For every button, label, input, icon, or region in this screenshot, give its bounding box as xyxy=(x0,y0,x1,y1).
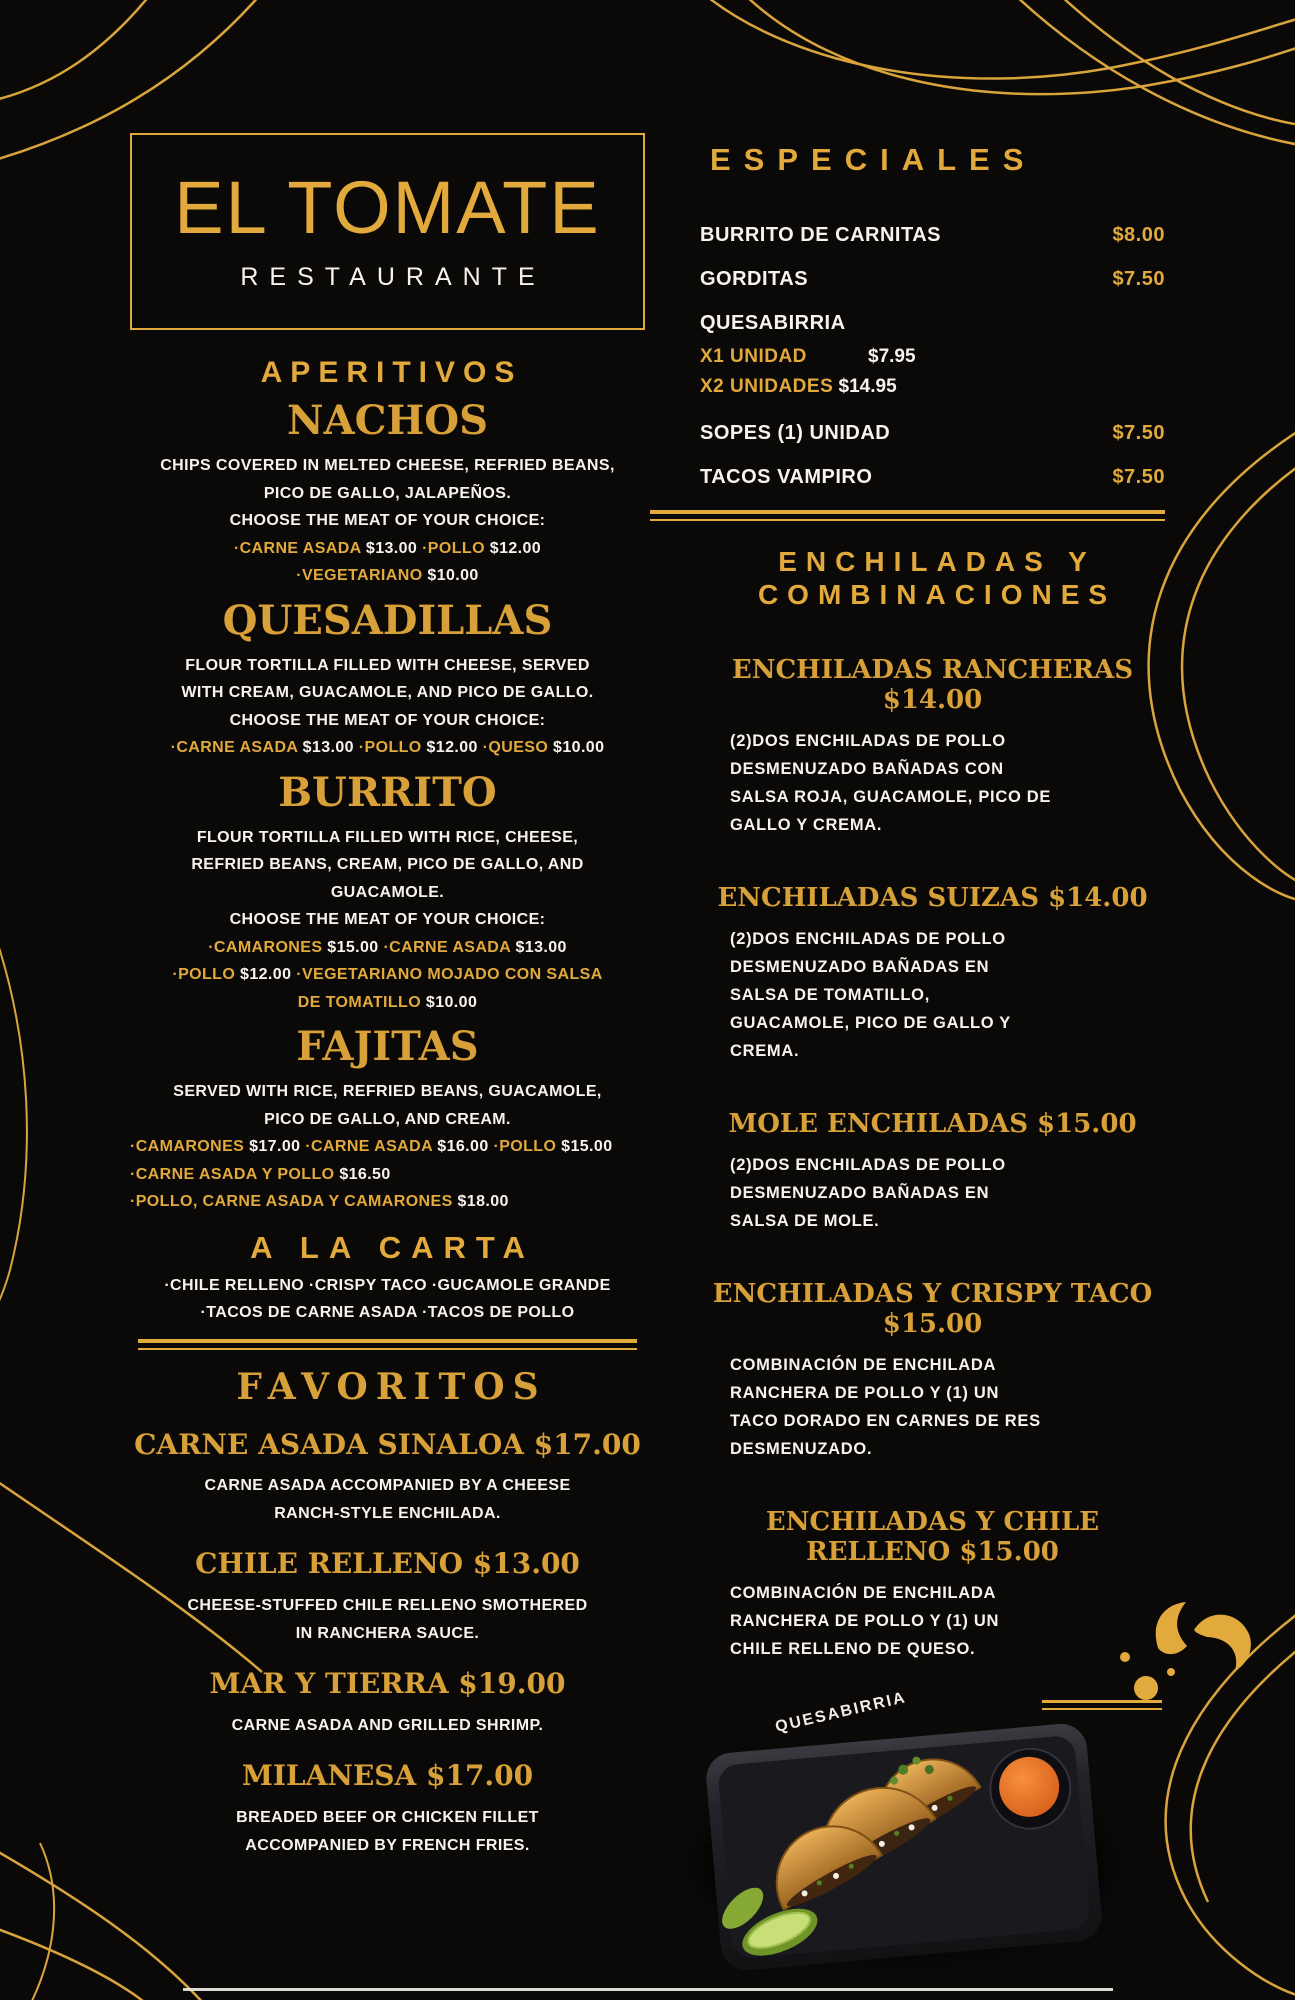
description-line: PICO DE GALLO, JALAPEÑOS. xyxy=(263,484,512,502)
description-line: CHILE RELLENO DE QUESO. xyxy=(730,1640,976,1658)
description-line: CREMA. xyxy=(730,1042,800,1060)
option-price: $16.00 xyxy=(437,1138,494,1155)
menu-item xyxy=(130,596,645,762)
dish-name: CARNE ASADA SINALOA $17.00 xyxy=(134,1427,641,1461)
option-price: $15.00 xyxy=(327,938,384,956)
description-line: REFRIED BEANS, CREAM, PICO DE GALLO, AND xyxy=(191,856,584,873)
photo-label: QUESABIRRIA xyxy=(773,1689,909,1736)
title-line: ENCHILADAS Y CHILE xyxy=(765,1507,1100,1537)
option-name: ·QUESO xyxy=(482,739,554,756)
enchiladas-section xyxy=(700,655,1165,1663)
especiales-section xyxy=(700,224,1165,489)
description-line: CHOOSE THE MEAT OF YOUR CHOICE: xyxy=(229,711,546,729)
quesabirria-option-line xyxy=(700,342,1165,372)
option-name: X2 UNIDADES xyxy=(700,376,834,397)
dish-name xyxy=(700,1279,1165,1339)
left-column xyxy=(130,133,645,1859)
option-line xyxy=(130,1188,645,1216)
option-line xyxy=(130,934,645,962)
dish-options xyxy=(130,1133,645,1216)
a-la-carta-line: ·CHILE RELLENO ·CRISPY TACO ·GUCAMOLE GRANDE xyxy=(164,1276,611,1294)
description-line: SALSA ROJA, GUACAMOLE, PICO DE xyxy=(730,788,1052,806)
description-line: IN RANCHERA SAUCE. xyxy=(295,1624,480,1642)
option-name: ·CARNE ASADA xyxy=(383,938,516,956)
a-la-carta-line: ·TACOS DE CARNE ASADA ·TACOS DE POLLO xyxy=(200,1304,575,1321)
title-line: MOLE ENCHILADAS $15.00 xyxy=(728,1109,1137,1139)
option-price: $12.00 xyxy=(240,966,297,983)
option-price: $18.00 xyxy=(457,1193,509,1210)
dish-name: MILANESA $17.00 xyxy=(241,1759,534,1793)
option-name: DE TOMATILLO xyxy=(297,993,426,1011)
dish-options xyxy=(130,535,645,590)
dish-name xyxy=(700,1507,1165,1567)
dish-description xyxy=(700,727,1165,839)
title-line: ENCHILADAS RANCHERAS xyxy=(731,655,1134,685)
title-line: ENCHILADAS SUIZAS $14.00 xyxy=(717,883,1148,913)
favoritos-heading: FAVORITOS xyxy=(236,1365,547,1408)
option-name: ·CARNE ASADA xyxy=(305,1138,438,1155)
option-line xyxy=(130,1161,645,1189)
aperitivos-heading: APERITIVOS xyxy=(260,356,523,389)
option-price: $10.00 xyxy=(553,739,605,756)
option-name: ·POLLO xyxy=(358,739,427,756)
description-line: CHIPS COVERED IN MELTED CHEESE, REFRIED BEANS, xyxy=(160,457,615,474)
quesabirria-option-line xyxy=(700,372,1165,402)
description-line: SERVED WITH RICE, REFRIED BEANS, GUACAMOLE, xyxy=(173,1083,602,1100)
especiales-row xyxy=(700,312,1165,335)
dish-description xyxy=(130,1804,645,1859)
dish-description xyxy=(700,1579,1165,1663)
option-name: ·POLLO, CARNE ASADA Y CAMARONES xyxy=(130,1193,458,1210)
option-price: $12.00 xyxy=(426,739,483,756)
enchiladas-heading-line1: ENCHILADAS Y xyxy=(778,546,1096,577)
option-name: ·CARNE ASADA xyxy=(170,739,303,756)
option-price: $7.95 xyxy=(868,346,916,367)
enchiladas-heading xyxy=(700,545,1165,611)
description-line: (2)DOS ENCHILADAS DE POLLO xyxy=(730,930,1006,948)
dish-name: GORDITAS xyxy=(700,268,809,290)
description-line: WITH CREAM, GUACAMOLE, AND PICO DE GALLO. xyxy=(181,684,594,701)
dish-name: SOPES (1) UNIDAD xyxy=(700,422,891,444)
dish-description xyxy=(700,1351,1165,1463)
description-line: DESMENUZADO. xyxy=(730,1440,873,1458)
dish-name: BURRITO xyxy=(278,768,497,816)
bottom-divider xyxy=(183,1988,1113,1991)
description-line: ACCOMPANIED BY FRENCH FRIES. xyxy=(245,1836,530,1854)
option-price: $15.00 xyxy=(561,1138,613,1155)
especiales-row xyxy=(700,224,1165,247)
option-line xyxy=(130,989,645,1017)
especiales-separator xyxy=(650,510,1165,521)
title-line: ENCHILADAS Y CRISPY TACO xyxy=(712,1279,1153,1309)
description-line: DESMENUZADO BAÑADAS EN xyxy=(730,958,990,976)
description-line: RANCHERA DE POLLO Y (1) UN xyxy=(730,1612,1000,1630)
menu-item xyxy=(130,1023,645,1216)
description-line: GUACAMOLE. xyxy=(330,883,445,901)
option-price: $13.00 xyxy=(302,739,359,756)
dish-name: QUESABIRRIA xyxy=(700,312,846,334)
description-line: GUACAMOLE, PICO DE GALLO Y xyxy=(730,1014,1011,1032)
dish-description xyxy=(130,1712,645,1740)
dish-description xyxy=(130,824,645,934)
dish-price: $7.50 xyxy=(1112,466,1165,488)
dish-description xyxy=(130,1078,645,1133)
option-name: ·VEGETARIANO MOJADO CON SALSA xyxy=(296,966,603,983)
option-price: $14.95 xyxy=(833,376,897,397)
option-name: ·VEGETARIANO xyxy=(296,567,428,584)
a-la-carta-heading: A LA CARTA xyxy=(250,1229,535,1265)
menu-item xyxy=(130,397,645,590)
enchiladas-item xyxy=(700,1507,1165,1663)
description-line: FLOUR TORTILLA FILLED WITH RICE, CHEESE, xyxy=(196,828,579,846)
dish-name xyxy=(700,1109,1165,1139)
option-price: $10.00 xyxy=(425,993,478,1011)
description-line: COMBINACIÓN DE ENCHILADA xyxy=(730,1356,997,1374)
description-line: RANCH-STYLE ENCHILADA. xyxy=(274,1504,501,1522)
quesabirria-photo xyxy=(678,1688,1130,1988)
especiales-row xyxy=(700,268,1165,291)
favoritos-section xyxy=(130,1427,645,1860)
a-la-carta-section xyxy=(130,1272,645,1327)
description-line: SALSA DE TOMATILLO, xyxy=(730,986,930,1004)
menu-item xyxy=(130,768,645,1017)
dish-options xyxy=(130,734,645,762)
option-line xyxy=(130,734,645,762)
option-name: ·POLLO xyxy=(493,1138,562,1155)
dish-description xyxy=(700,1151,1165,1235)
dish-description xyxy=(700,925,1165,1065)
right-column xyxy=(700,142,1165,1663)
description-line: DESMENUZADO BAÑADAS CON xyxy=(730,760,1004,778)
option-line xyxy=(130,961,645,989)
dish-price: $7.50 xyxy=(1112,422,1165,444)
dish-name: CHILE RELLENO $13.00 xyxy=(195,1547,580,1581)
option-price: $10.00 xyxy=(427,567,479,584)
dish-price: $8.00 xyxy=(1112,224,1165,246)
favoritos-item xyxy=(130,1761,645,1859)
dish-description xyxy=(130,452,645,535)
dish-name xyxy=(700,883,1165,913)
description-line: SALSA DE MOLE. xyxy=(730,1212,880,1230)
description-line: RANCHERA DE POLLO Y (1) UN xyxy=(730,1384,1000,1402)
enchiladas-item xyxy=(700,1279,1165,1463)
option-name: ·CARNE ASADA Y POLLO xyxy=(130,1165,340,1183)
option-name: X1 UNIDAD xyxy=(700,346,807,367)
food-photo-illustration xyxy=(678,1688,1130,1988)
dish-name: MAR Y TIERRA $19.00 xyxy=(209,1667,566,1701)
option-name: ·CARNE ASADA xyxy=(233,539,366,557)
title-line: $15.00 xyxy=(882,1309,983,1339)
description-line: PICO DE GALLO, AND CREAM. xyxy=(264,1110,511,1128)
description-line: CHOOSE THE MEAT OF YOUR CHOICE: xyxy=(229,512,546,529)
description-line: CHOOSE THE MEAT OF YOUR CHOICE: xyxy=(229,911,546,928)
title-line: $14.00 xyxy=(882,685,983,715)
description-line: CARNE ASADA ACCOMPANIED BY A CHEESE xyxy=(204,1477,571,1495)
description-line: (2)DOS ENCHILADAS DE POLLO xyxy=(730,732,1006,750)
title-line: RELLENO $15.00 xyxy=(806,1537,1059,1567)
favoritos-item xyxy=(130,1549,645,1647)
dish-description xyxy=(130,652,645,735)
enchiladas-item xyxy=(700,1109,1165,1235)
quesabirria-options xyxy=(700,342,1165,402)
option-price: $13.00 xyxy=(365,539,423,557)
dish-name: NACHOS xyxy=(287,397,488,444)
description-line: TACO DORADO EN CARNES DE RES xyxy=(730,1412,1041,1430)
option-line xyxy=(130,535,645,563)
enchiladas-item xyxy=(700,883,1165,1065)
favoritos-item xyxy=(130,1669,645,1739)
option-name: ·POLLO xyxy=(422,539,490,557)
dish-options xyxy=(130,934,645,1017)
dish-name: TACOS VAMPIRO xyxy=(700,466,873,488)
dish-name: BURRITO DE CARNITAS xyxy=(700,224,941,246)
dish-name: FAJITAS xyxy=(296,1023,479,1070)
especiales-row xyxy=(700,422,1165,445)
especiales-row xyxy=(700,466,1165,489)
option-price: $12.00 xyxy=(489,539,542,557)
dish-name xyxy=(700,655,1165,715)
description-line: FLOUR TORTILLA FILLED WITH CHEESE, SERVED xyxy=(185,656,590,674)
description-line: DESMENUZADO BAÑADAS EN xyxy=(730,1184,990,1202)
description-line: COMBINACIÓN DE ENCHILADA xyxy=(730,1584,997,1602)
dish-description xyxy=(130,1472,645,1527)
enchiladas-heading-line2: COMBINACIONES xyxy=(757,579,1117,610)
description-line: GALLO Y CREMA. xyxy=(730,816,883,834)
description-line: BREADED BEEF OR CHICKEN FILLET xyxy=(236,1809,539,1827)
option-name: ·CAMARONES xyxy=(130,1138,250,1155)
description-line: CHEESE-STUFFED CHILE RELLENO SMOTHERED xyxy=(187,1597,588,1615)
aperitivos-section xyxy=(130,397,645,1216)
restaurant-name: EL TOMATE xyxy=(174,166,601,249)
dish-name: QUESADILLAS xyxy=(222,596,553,644)
dish-description xyxy=(130,1592,645,1647)
option-name: ·CAMARONES xyxy=(208,938,328,956)
favoritos-item xyxy=(130,1427,645,1528)
option-price: $17.00 xyxy=(249,1138,306,1155)
option-name: ·POLLO xyxy=(172,966,241,983)
option-price: $13.00 xyxy=(515,938,567,956)
splash-icon xyxy=(1108,1600,1258,1765)
enchiladas-item xyxy=(700,655,1165,839)
description-line: (2)DOS ENCHILADAS DE POLLO xyxy=(730,1156,1006,1174)
description-line: CARNE ASADA AND GRILLED SHRIMP. xyxy=(231,1716,544,1734)
restaurant-logo xyxy=(130,133,645,330)
option-line xyxy=(130,562,645,590)
dish-price: $7.50 xyxy=(1112,268,1165,290)
option-line xyxy=(130,1133,645,1161)
restaurant-subtitle: RESTAURANTE xyxy=(240,263,546,291)
option-price: $16.50 xyxy=(339,1165,391,1183)
especiales-heading: ESPECIALES xyxy=(710,142,1037,177)
favoritos-separator xyxy=(138,1339,638,1350)
